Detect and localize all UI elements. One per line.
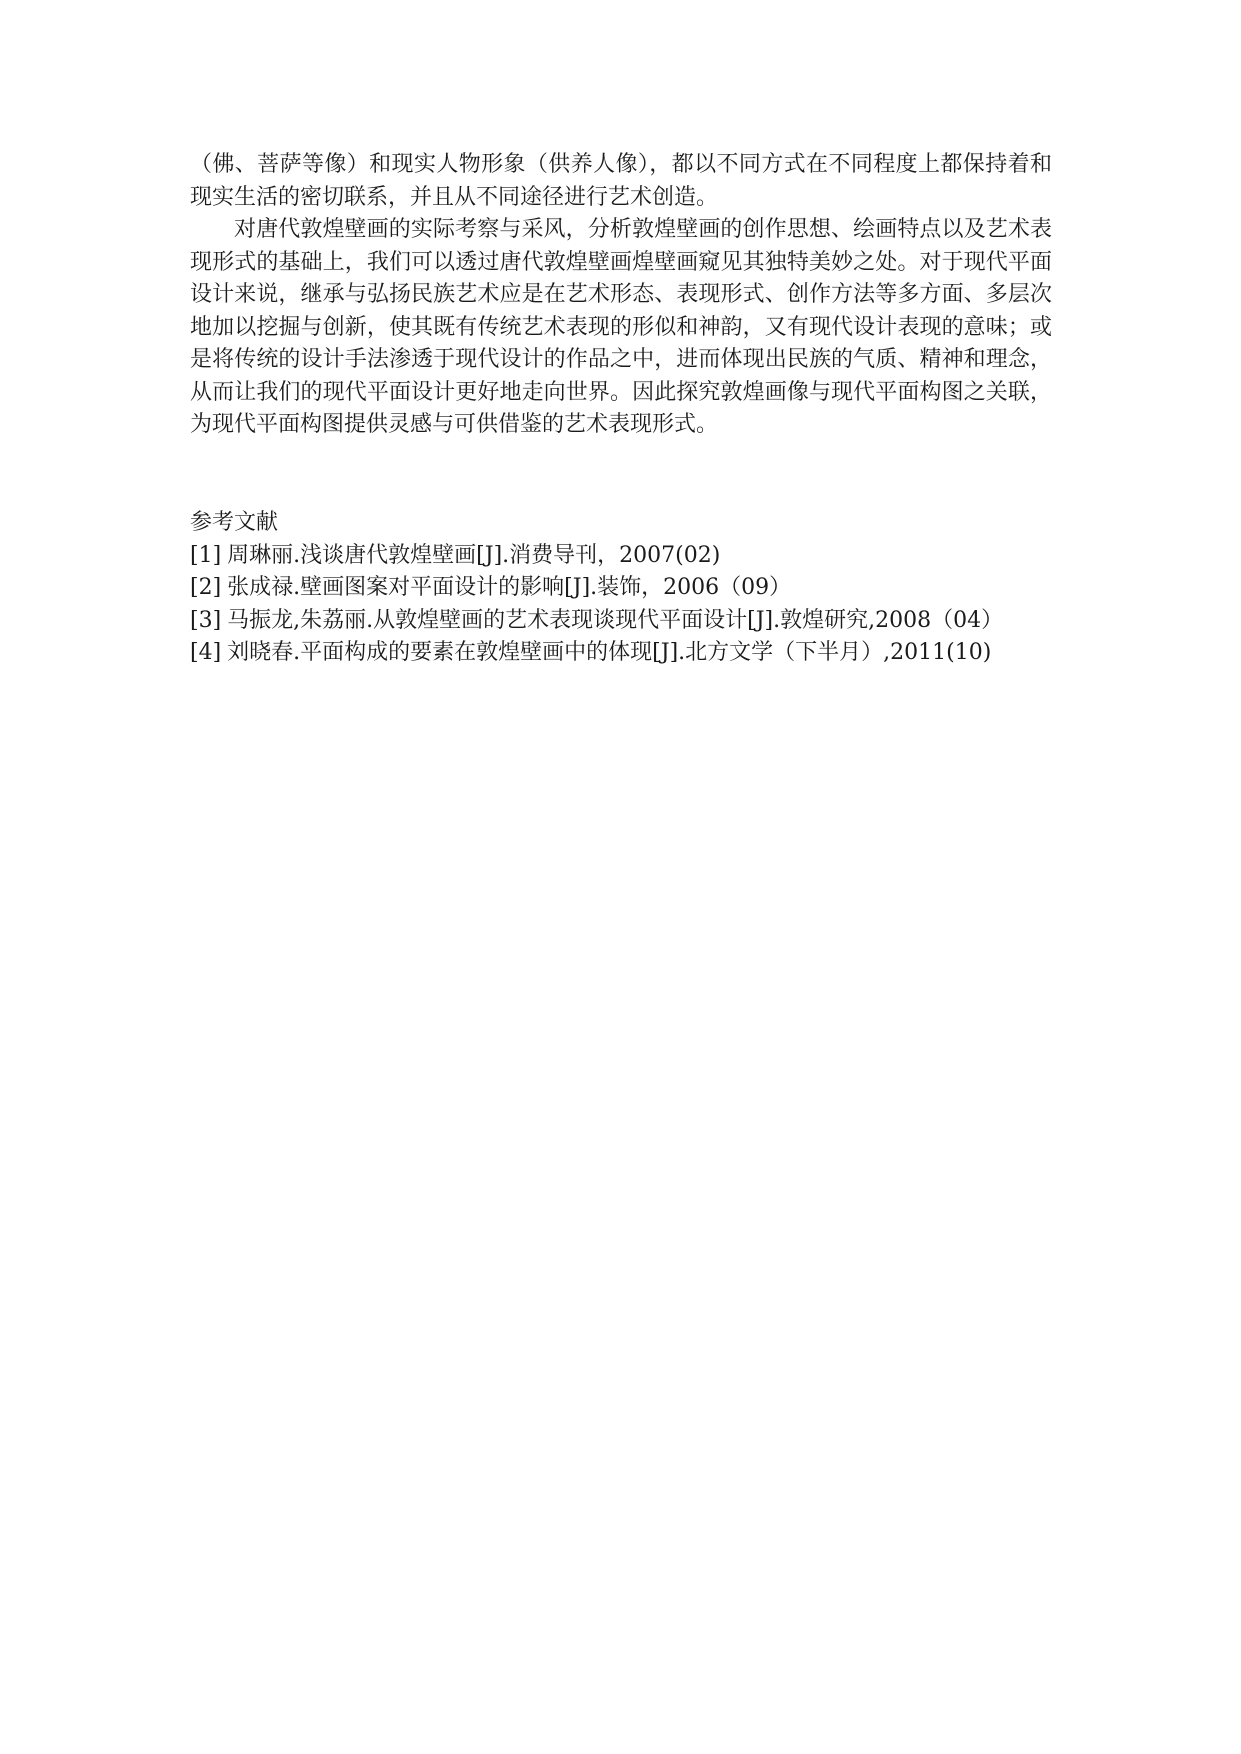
reference-item	[190, 637, 1052, 670]
reference-item	[190, 605, 1052, 638]
reference-number: [3]	[190, 607, 222, 633]
references-list	[190, 540, 1052, 670]
reference-number: [1]	[190, 542, 222, 568]
reference-text: 周琳丽.浅谈唐代敦煌壁画[J].消费导刊，2007(02)	[227, 542, 721, 568]
reference-text: 刘晓春.平面构成的要素在敦煌壁画中的体现[J].北方文学（下半月）,2011(10)	[227, 640, 992, 665]
reference-text: 张成禄.壁画图案对平面设计的影响[J].装饰，2006（09）	[227, 575, 792, 600]
reference-number: [4]	[190, 640, 222, 665]
references-heading: 参考文献	[190, 510, 279, 535]
body-paragraph: （佛、菩萨等像）和现实人物形象（供养人像），都以不同方式在不同程度上都保持着和现实生活的密切联系，并且从不同途径进行艺术创造。	[190, 152, 1052, 210]
reference-item	[190, 572, 1052, 605]
body-paragraph: 对唐代敦煌壁画的实际考察与采风，分析敦煌壁画的创作思想、绘画特点以及艺术表现形式的基础上，我们可以透过唐代敦煌壁画煌壁画窥见其独特美妙之处。对于现代平面设计来说，继承与弘扬民族艺术应是在艺术形态、表现形式、创作方法等多方面、多层次地加以挖掘与创新，使其既有传统艺术表现的形似和神韵，又有现代设计表现的意味；或是将传统的设计手法渗透于现代设计的作品之中，进而体现出民族的气质、精神和理念，从而让我们的现代平面设计更好地走向世界。因此探究敦煌画像与现代平面构图之关联，为现代平面构图提供灵感与可供借鉴的艺术表现形式。	[190, 217, 1052, 437]
reference-text: 马振龙,朱荔丽.从敦煌壁画的艺术表现谈现代平面设计[J].敦煌研究,2008（04）	[227, 607, 1004, 633]
reference-item	[190, 540, 1052, 573]
reference-number: [2]	[190, 575, 222, 600]
